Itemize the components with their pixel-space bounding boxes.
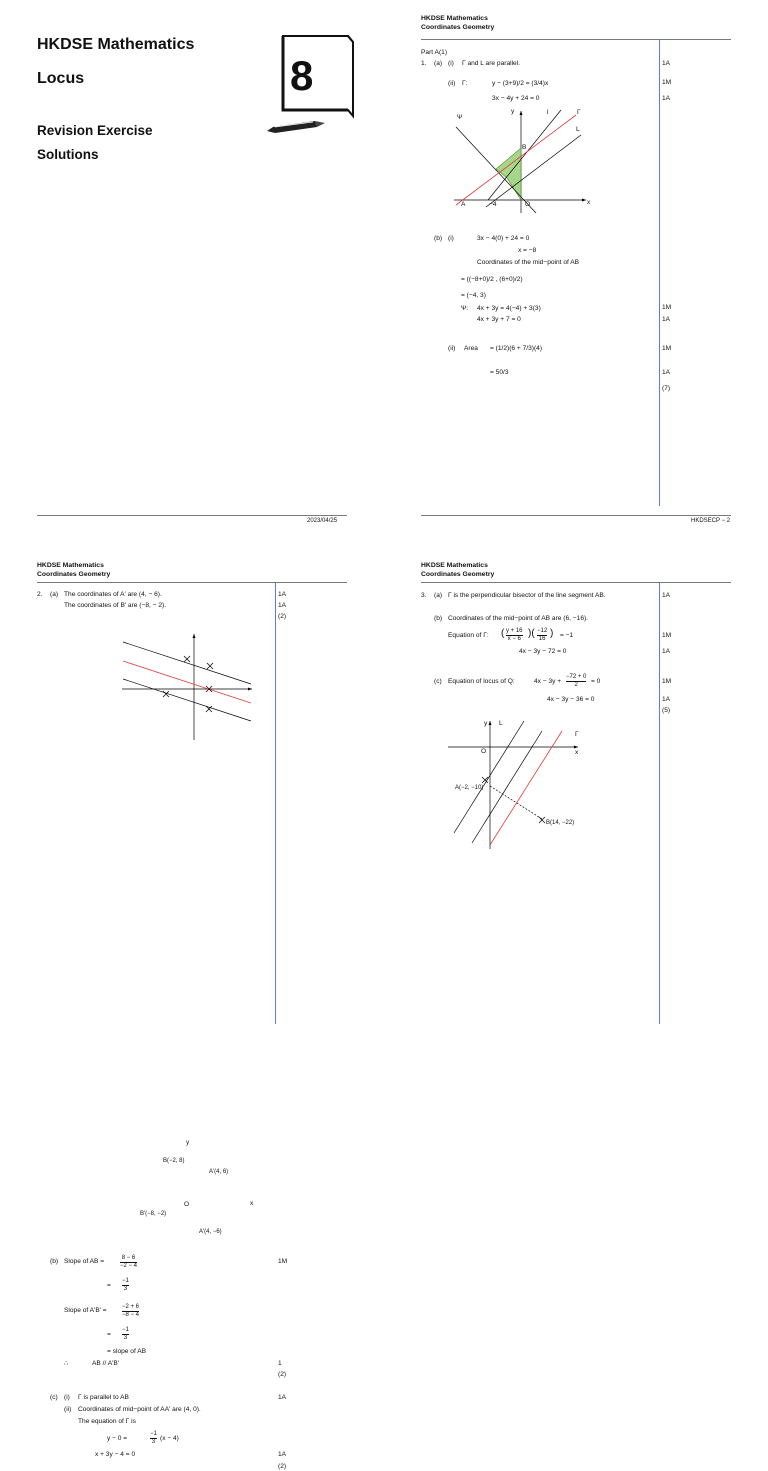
cover-topic: Locus xyxy=(37,70,85,87)
numerator: −2 + 6 xyxy=(122,1304,140,1310)
equation-line: 4x + 3y = 4(−4) + 3(3) xyxy=(477,305,541,312)
header-subject: HKDSE Mathematics xyxy=(421,15,488,22)
slope-label: Slope of A'B' = xyxy=(64,1307,107,1314)
denominator: 3 xyxy=(151,1439,156,1445)
q2-figure xyxy=(118,628,258,743)
label-L: L xyxy=(499,720,503,727)
origin: O xyxy=(184,1201,190,1208)
page-question-1 xyxy=(384,0,768,524)
mark: (2) xyxy=(278,1371,287,1378)
header-rule xyxy=(421,582,731,583)
mark: (2) xyxy=(278,613,287,620)
denominator: 2 xyxy=(566,681,586,689)
denominator: −8 − 4 xyxy=(122,1312,140,1318)
axis-y: y xyxy=(484,720,488,727)
answer-line: The equation of Γ is xyxy=(78,1418,136,1425)
psi-label: Ψ: xyxy=(461,305,469,312)
cover-page xyxy=(0,0,384,524)
mark: 1A xyxy=(278,602,287,609)
equation-line: 3x − 4y + 24 = 0 xyxy=(492,95,540,102)
therefore-symbol: ∴ xyxy=(64,1360,69,1367)
axis-x: x xyxy=(575,749,579,756)
sub-i: (i) xyxy=(448,235,454,242)
equation-line: (x − 4) xyxy=(160,1435,179,1442)
equation-line: 4x − 3y + xyxy=(534,678,562,685)
mark: 1M xyxy=(662,304,672,311)
equation-line: = (1/2)(6 + 7/3)(4) xyxy=(490,345,543,352)
chapter-number: 8 xyxy=(290,52,314,99)
label-L: L xyxy=(576,126,580,133)
equation-line: 4x − 3y − 72 = 0 xyxy=(519,648,567,655)
point-B: B(−2, 8) xyxy=(163,1158,185,1164)
sub-ii: (ii) xyxy=(448,80,456,87)
mark: 1A xyxy=(662,696,671,703)
fraction xyxy=(506,628,523,643)
mark: 1M xyxy=(662,678,672,685)
equation-line: 4x + 3y + 7 = 0 xyxy=(477,316,521,323)
fraction xyxy=(122,1304,139,1319)
equation-line: = ((−8+0)/2 , (6+0)/2) xyxy=(461,276,523,283)
label-l: l xyxy=(547,109,549,116)
bracket: )( xyxy=(528,628,535,639)
part-c: (c) xyxy=(434,678,442,685)
equation-label: Equation of Γ: xyxy=(448,632,489,639)
mark: 1A xyxy=(662,95,671,102)
fraction xyxy=(150,1431,157,1446)
header-rule xyxy=(37,582,347,583)
header-rule xyxy=(421,39,731,40)
point-B-prime: B'(−8, −2) xyxy=(140,1211,167,1217)
answer-line: Γ and L are parallel. xyxy=(462,60,521,67)
part-b: (b) xyxy=(434,615,443,622)
answer-line: The coordinates of A' are (4, − 6). xyxy=(64,591,162,598)
equation-line: 3x − 4(0) + 24 = 0 xyxy=(477,235,530,242)
q-number: 1. xyxy=(421,60,427,67)
origin: O xyxy=(525,201,531,208)
mark: (2) xyxy=(278,1463,287,1470)
bracket: ) xyxy=(550,628,554,639)
equation-line: x = −8 xyxy=(518,247,537,254)
mark: (5) xyxy=(662,707,671,714)
marks-divider xyxy=(275,583,276,1024)
part-a: (a) xyxy=(434,60,443,67)
part-b: (b) xyxy=(434,235,443,242)
sub-i: (i) xyxy=(64,1394,70,1401)
label-psi: Ψ xyxy=(457,114,463,121)
bracket: ( xyxy=(501,628,505,639)
mark: 1A xyxy=(662,316,671,323)
point-A-prime: A'(4, −6) xyxy=(199,1229,222,1235)
sub-ii: (ii) xyxy=(64,1406,72,1413)
label-gamma: Γ xyxy=(575,731,579,738)
numerator: −72 + 0 xyxy=(566,674,587,680)
header-topic: Coordinates Geometry xyxy=(421,571,495,578)
mark: 1M xyxy=(662,79,672,86)
sub-i: (i) xyxy=(448,60,454,67)
equation-line: = slope of AB xyxy=(107,1348,147,1355)
tick-minus-4: −4 xyxy=(489,201,497,208)
equation-line: y − (3+9)/2 = (3/4)x xyxy=(492,80,549,87)
numerator: −1 xyxy=(122,1327,129,1333)
equation-line: x + 3y − 4 = 0 xyxy=(95,1451,136,1458)
slope-label: Slope of AB = xyxy=(64,1258,105,1265)
answer-line: Coordinates of mid−point of AA' are (4, 0). xyxy=(78,1406,201,1413)
footer-date: 2023/04/25 xyxy=(307,518,338,524)
equation-label: Equation of locus of Q: xyxy=(448,678,515,685)
answer-line: Γ is parallel to AB xyxy=(78,1394,129,1401)
point-B: B(14, −22) xyxy=(546,820,575,826)
numerator: −1 xyxy=(122,1278,129,1284)
answer-line: The coordinates of B' are (−8, − 2). xyxy=(64,602,167,609)
fraction xyxy=(122,1278,129,1293)
numerator: 8 − 6 xyxy=(121,1255,136,1261)
page-question-2 xyxy=(0,512,384,1470)
sub-ii: (ii) xyxy=(448,345,456,352)
label-gamma: Γ xyxy=(577,109,581,116)
text-line: Coordinates of the mid−point of AB xyxy=(477,259,580,266)
equation-line: y − 0 = xyxy=(107,1435,128,1442)
mark: 1A xyxy=(662,648,671,655)
axis-y: y xyxy=(511,108,515,115)
denominator: x − 6 xyxy=(507,636,521,642)
pencil-icon xyxy=(267,121,325,133)
mark: 1A xyxy=(278,1394,287,1401)
fraction xyxy=(120,1255,137,1270)
part-c: (c) xyxy=(50,1394,58,1401)
denominator: 16 xyxy=(538,636,546,642)
notebook-icon xyxy=(265,30,365,140)
part-b: (b) xyxy=(50,1258,59,1265)
part-a: (a) xyxy=(50,591,59,598)
part-a: (a) xyxy=(434,592,443,599)
fraction xyxy=(122,1327,129,1342)
axis-x: x xyxy=(587,199,591,206)
fraction xyxy=(566,674,586,689)
marks-divider xyxy=(659,40,660,506)
equation-line: = −1 xyxy=(560,632,574,639)
point-A: A'(4, 6) xyxy=(209,1169,229,1175)
page-question-3 xyxy=(384,512,768,1024)
point-A: A xyxy=(461,201,466,208)
line-l xyxy=(488,110,561,200)
point-A: A(−2, −10) xyxy=(455,785,484,791)
equals: = xyxy=(107,1282,111,1289)
denominator: −2 − 4 xyxy=(120,1263,138,1269)
denominator: 3 xyxy=(123,1335,128,1341)
part-label: Part A(1) xyxy=(421,49,448,56)
q-number: 3. xyxy=(421,592,427,599)
cover-subtitle-1: Revision Exercise xyxy=(37,123,153,138)
mark: 1A xyxy=(278,1451,287,1458)
q-number: 2. xyxy=(37,591,43,598)
point-B: B xyxy=(522,144,527,151)
equation-line: = (−4, 3) xyxy=(461,292,486,299)
mark: 1A xyxy=(662,60,671,67)
mark: 1A xyxy=(278,591,287,598)
gamma-label: Γ: xyxy=(462,80,468,87)
denominator: 3 xyxy=(123,1286,128,1292)
equals: = xyxy=(107,1331,111,1338)
cover-title: HKDSE Mathematics xyxy=(37,36,195,53)
mark: (7) xyxy=(662,385,671,392)
mark: 1A xyxy=(662,592,671,599)
axis-y: y xyxy=(186,1139,190,1146)
cover-subtitle-2: Solutions xyxy=(37,147,99,162)
marks-divider xyxy=(659,583,660,1024)
conclusion-line: AB // A'B' xyxy=(92,1360,120,1367)
origin: O xyxy=(481,748,487,755)
mark: 1M xyxy=(662,632,672,639)
footer-code: HKDSECP − 2 xyxy=(691,518,731,524)
header-topic: Coordinates Geometry xyxy=(421,24,495,31)
equation-line: = 0 xyxy=(591,678,601,685)
mark: 1M xyxy=(662,345,672,352)
numerator: y + 16 xyxy=(506,628,523,634)
answer-line: Coordinates of the mid−point of AB are (6, −16). xyxy=(448,615,589,622)
numerator: −1 xyxy=(150,1431,157,1437)
header-subject: HKDSE Mathematics xyxy=(421,562,488,569)
numerator: −12 xyxy=(537,628,548,634)
equation-line: 4x − 3y − 36 = 0 xyxy=(547,696,595,703)
answer-line: Γ is the perpendicular bisector of the line segment AB. xyxy=(448,592,606,599)
axis-x: x xyxy=(250,1200,254,1207)
mark: 1M xyxy=(278,1258,288,1265)
mark: 1 xyxy=(278,1360,282,1367)
fraction xyxy=(537,628,547,643)
header-topic: Coordinates Geometry xyxy=(37,571,111,578)
area-label: Area xyxy=(464,345,478,352)
mark: 1A xyxy=(662,369,671,376)
equation-line: = 50/3 xyxy=(490,369,509,376)
header-subject: HKDSE Mathematics xyxy=(37,562,104,569)
